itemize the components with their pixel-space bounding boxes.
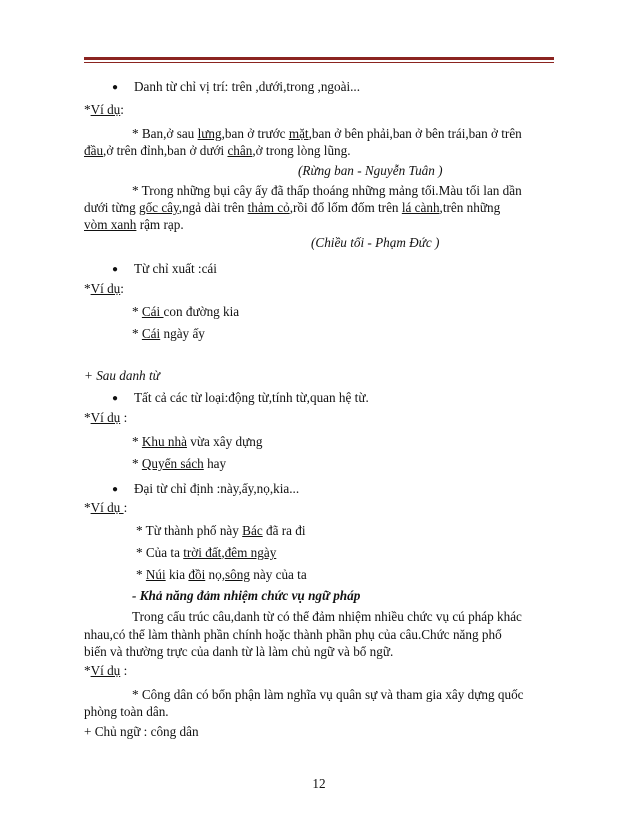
section-heading: - Khả năng đảm nhiệm chức vụ ngữ pháp [132,588,361,603]
source-citation: (Chiều tối - Phạm Đức ) [311,235,440,250]
bullet-icon: ● [112,82,119,93]
bullet-item: Tất cả các từ loại:động từ,tính từ,quan hệ từ. [134,390,369,405]
paragraph-line: * Ban,ở sau lưng,ban ở trước mặt,ban ở bên phải,ban ở bên trái,ban ở trên [132,126,522,141]
bullet-icon: ● [112,393,119,404]
paragraph-line: Trong cấu trúc câu,danh từ có thể đảm nhiệm nhiều chức vụ cú pháp khác [132,609,522,624]
header-rule-thin [84,62,554,63]
source-citation: (Rừng ban - Nguyễn Tuân ) [298,163,443,178]
example-label: *Ví dụ : [84,410,128,425]
bullet-item: Đại từ chỉ định :này,ấy,nọ,kia... [134,481,300,496]
header-rule-thick [84,57,554,60]
example-line: * Núi kia đồi nọ,sông này của ta [136,567,307,582]
paragraph-line: biến và thường trực của danh từ là làm chủ ngữ và bổ ngữ. [84,644,394,659]
example-label: *Ví dụ: [84,102,124,117]
paragraph-line: * Trong những bụi cây ấy đã thấp thoáng những mảng tối.Màu tối lan dần [132,183,522,198]
example-line: * Cái ngày ấy [132,326,205,341]
example-line: * Khu nhà vừa xây dựng [132,434,263,449]
paragraph-line: * Công dân có bổn phận làm nghĩa vụ quân sự và tham gia xây dựng quốc [132,687,524,702]
paragraph-line: đầu,ở trên đỉnh,ban ở dưới chân,ở trong lòng lũng. [84,143,351,158]
paragraph-line: vòm xanh rậm rạp. [84,217,184,232]
paragraph-line: + Chủ ngữ : công dân [84,724,199,739]
example-label: *Ví dụ: [84,281,124,296]
example-line: * Quyển sách hay [132,456,227,471]
bullet-icon: ● [112,264,119,275]
paragraph-line: dưới từng gốc cây,ngả dài trên thảm cỏ,rồi đổ lốm đốm trên lá cành,trên những [84,200,501,215]
bullet-icon: ● [112,484,119,495]
example-label: *Ví dụ : [84,663,128,678]
example-label: *Ví dụ : [84,500,128,515]
paragraph-line: nhau,có thể làm thành phần chính hoặc thành phần phụ của câu.Chức năng phổ [84,627,502,642]
paragraph-line: phòng toàn dân. [84,704,169,719]
example-line: * Từ thành phố này Bác đã ra đi [136,523,306,538]
example-line: * Cái con đường kia [132,304,240,319]
example-line: * Của ta trời đất,đêm ngày [136,545,277,560]
bullet-item: Từ chỉ xuất :cái [134,261,217,276]
section-heading: + Sau danh từ [84,368,160,383]
page-number: 12 [312,776,326,791]
bullet-item: Danh từ chỉ vị trí: trên ,dưới,trong ,ngoài... [134,79,361,94]
